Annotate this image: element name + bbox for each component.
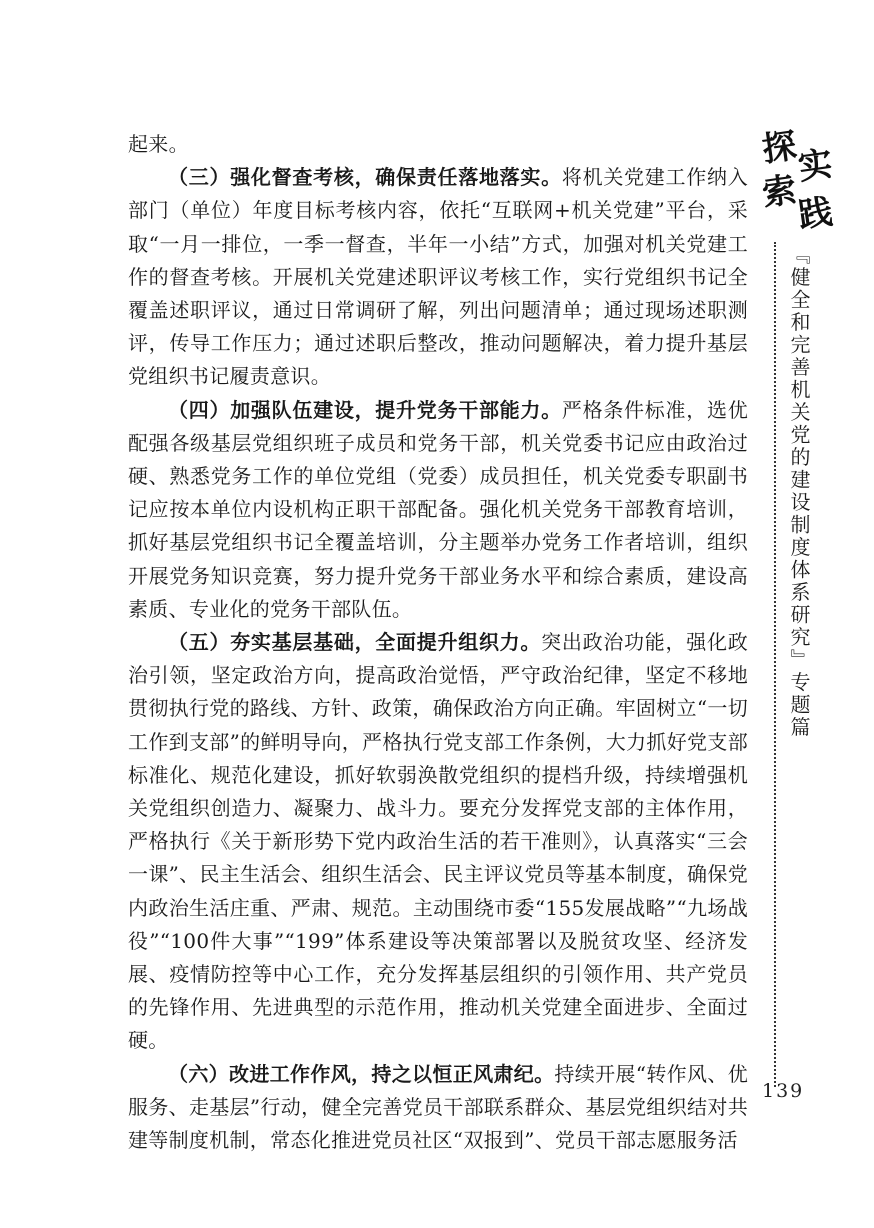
paragraph-0	[128, 128, 748, 161]
logo-char-2: 索	[759, 169, 800, 215]
paragraph-3	[128, 626, 748, 1058]
paragraph-2	[128, 394, 748, 626]
page-number: 139	[762, 1080, 805, 1102]
paragraph-1	[128, 161, 748, 393]
body-text	[128, 128, 748, 1157]
paragraph-2-heading: （四）加强队伍建设，提升党务干部能力。	[168, 397, 562, 422]
logo-char-4: 践	[795, 191, 836, 237]
dotted-divider	[774, 242, 776, 1087]
section-logo	[760, 120, 840, 240]
logo-char-1: 探	[759, 125, 800, 171]
paragraph-4-heading: （六）改进工作作风，持之以恒正风肃纪。	[168, 1061, 555, 1086]
paragraph-3-heading: （五）夯实基层基础，全面提升组织力。	[168, 630, 542, 655]
paragraph-2-text: 严格条件标准，选优配强各级基层党组织班子成员和党务干部，机关党委书记应由政治过硬、熟悉党务工作的单位党组（党委）成员担任，机关党委专职副书记应按本单位内设机构正职干部配备。强化机关党务干部教育培训，抓好基层党组织书记全覆盖培训，分主题举办党务工作者培训，组织开展党务知识竞赛，努力提升党务干部业务水平和综合素质，建设高素质、专业化的党务干部队伍。	[128, 397, 748, 621]
paragraph-1-text: 将机关党建工作纳入部门（单位）年度目标考核内容，依托“互联网+机关党建”平台，采取“一月一排位，一季一督查，半年一小结”方式，加强对机关党建工作的督查考核。开展机关党建述职评议考核工作，实行党组织书记全覆盖述职评议，通过日常调研了解，列出问题清单；通过现场述职测评，传导工作压力；通过述职后整改，推动问题解决，着力提升基层党组织书记履责意识。	[128, 165, 748, 389]
paragraph-1-heading: （三）强化督查考核，确保责任落地落实。	[168, 165, 562, 190]
running-title: 『健全和完善机关党的建设制度体系研究』专题篇	[787, 244, 811, 739]
paragraph-4	[128, 1058, 748, 1158]
paragraph-0-text: 起来。	[128, 132, 189, 156]
sidebar	[760, 120, 840, 1090]
paragraph-4-text: 持续开展“转作风、优服务、走基层”行动，健全完善党员干部联系群众、基层党组织结对共建等制度机制，常态化推进党员社区“双报到”、党员干部志愿服务活	[128, 1061, 748, 1153]
paragraph-3-text: 突出政治功能，强化政治引领，坚定政治方向，提高政治觉悟，严守政治纪律，坚定不移地贯彻执行党的路线、方针、政策，确保政治方向正确。牢固树立“一切工作到支部”的鲜明导向，严格执行党支部工作条例，大力抓好党支部标准化、规范化建设，抓好软弱涣散党组织的提档升级，持续增强机关党组织创造力、凝聚力、战斗力。要充分发挥党支部的主体作用，严格执行《关于新形势下党内政治生活的若干准则》，认真落实“三会一课”、民主生活会、组织生活会、民主评议党员等基本制度，确保党内政治生活庄重、严肃、规范。主动围绕市委“155发展战略”“九场战役”“100件大事”“199”体系建设等决策部署以及脱贫攻坚、经济发展、疫情防控等中心工作，充分发挥基层组织的引领作用、共产党员的先锋作用、先进典型的示范作用，推动机关党建全面进步、全面过硬。	[128, 630, 749, 1053]
logo-char-3: 实	[795, 143, 836, 189]
